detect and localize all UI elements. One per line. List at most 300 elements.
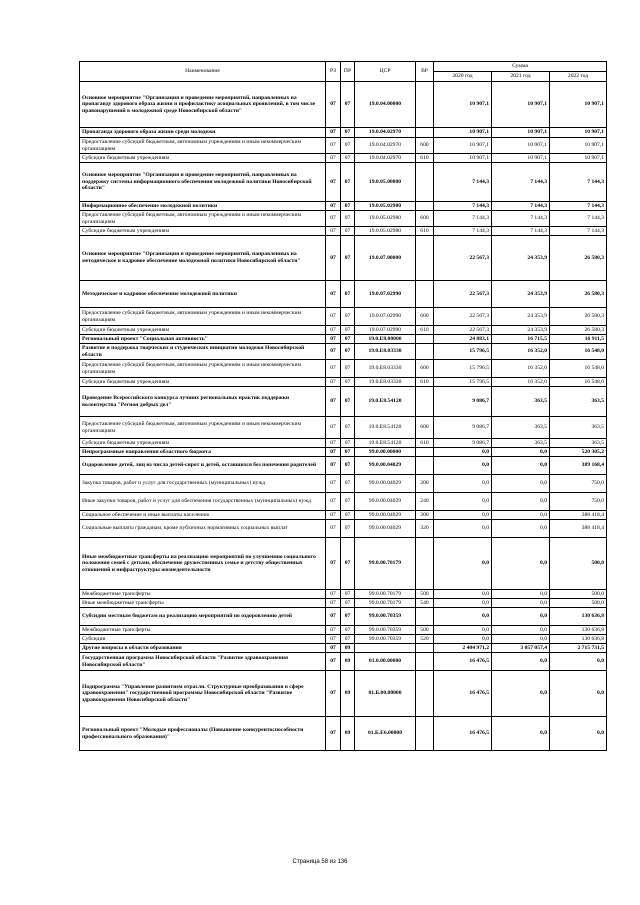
row-vr: 600 (416, 138, 434, 154)
row-csr: 19.0.E8.54120 (355, 417, 416, 439)
row-2020: 24 883,1 (434, 335, 492, 344)
row-rz: 07 (326, 635, 341, 644)
row-2021: 0,0 (492, 635, 550, 644)
row-vr: 600 (416, 308, 434, 326)
row-2022: 520 305,2 (550, 448, 607, 457)
row-csr: 19.0.07.00000 (355, 236, 416, 281)
row-rz: 07 (326, 653, 341, 671)
row-name: Методическое и кадровое обеспечение молодежной политики (80, 281, 326, 308)
row-vr (416, 644, 434, 653)
row-vr: 600 (416, 417, 434, 439)
row-rz: 07 (326, 360, 341, 378)
row-pr: 07 (341, 227, 355, 236)
row-name: Субсидии бюджетным учреждениям (80, 154, 326, 163)
table-row (80, 644, 607, 653)
row-rz: 07 (326, 671, 341, 717)
row-2022: 130 636,8 (550, 626, 607, 635)
row-name: Предоставление субсидий бюджетным, автономным учреждениям и иным некоммерческим организациям (80, 138, 326, 154)
row-pr: 07 (341, 590, 355, 599)
row-2020: 22 567,3 (434, 281, 492, 308)
row-2020: 0,0 (434, 608, 492, 626)
row-2021: 0,0 (492, 520, 550, 538)
header-sum: Сумма (434, 62, 607, 72)
table-row (80, 128, 607, 138)
row-2020: 22 567,3 (434, 308, 492, 326)
row-2022: 388 418,4 (550, 511, 607, 520)
row-pr: 09 (341, 717, 355, 751)
table-row (80, 360, 607, 378)
row-2020: 0,0 (434, 475, 492, 493)
row-csr: 19.0.05.02980 (355, 227, 416, 236)
row-2020: 0,0 (434, 626, 492, 635)
row-2021: 0,0 (492, 626, 550, 635)
row-2022: 750,0 (550, 493, 607, 511)
row-vr (416, 344, 434, 360)
row-rz: 07 (326, 227, 341, 236)
row-2022: 7 144,3 (550, 202, 607, 211)
row-2022: 363,5 (550, 439, 607, 448)
row-name: Подпрограмма "Управление развитием отрасли. Структурные преобразования в сфере здравоохранения" государственной программы Новосибирской области "Развитие здравоохранения Новосибирской области" (80, 671, 326, 717)
header-year-2020: 2020 год (434, 72, 492, 82)
row-2020: 0,0 (434, 520, 492, 538)
row-csr: 99.0.00.70179 (355, 590, 416, 599)
row-vr (416, 448, 434, 457)
row-name: Оздоровление детей, лиц из числа детей-сирот и детей, оставшихся без попечения родителей (80, 457, 326, 475)
row-2022: 26 580,3 (550, 326, 607, 335)
row-rz: 07 (326, 308, 341, 326)
row-rz: 07 (326, 378, 341, 387)
table-row (80, 227, 607, 236)
table-row (80, 590, 607, 599)
table-row (80, 202, 607, 211)
row-2022: 0,0 (550, 653, 607, 671)
row-rz: 07 (326, 326, 341, 335)
table-row (80, 653, 607, 671)
row-csr: 99.0.00.70359 (355, 626, 416, 635)
row-name: Проведение Всероссийского конкурса лучших региональных практик поддержки волонтерства "Регион добрых дел" (80, 387, 326, 417)
row-rz: 07 (326, 281, 341, 308)
row-2022: 500,0 (550, 590, 607, 599)
row-vr: 520 (416, 635, 434, 644)
row-2021: 0,0 (492, 590, 550, 599)
row-2022: 26 580,3 (550, 308, 607, 326)
table-row (80, 281, 607, 308)
row-csr (355, 644, 416, 653)
row-vr (416, 457, 434, 475)
row-csr: 19.0.E8.03330 (355, 378, 416, 387)
header-vr: ВР (416, 62, 434, 82)
row-2022: 10 907,1 (550, 82, 607, 128)
table-header (80, 62, 607, 82)
row-rz: 07 (326, 202, 341, 211)
row-2021: 0,0 (492, 599, 550, 608)
row-2022: 130 636,8 (550, 608, 607, 626)
row-2021: 10 907,1 (492, 82, 550, 128)
table-row (80, 511, 607, 520)
row-2021: 16 352,0 (492, 360, 550, 378)
row-name: Другие вопросы в области образования (80, 644, 326, 653)
table-row (80, 599, 607, 608)
row-name: Иные межбюджетные трансферты на реализацию мероприятий по улучшению социального положения семей с детьми, обеспечение дружественных семье и детству общественных отношений и инфраструктуры жизнедеятельности (80, 538, 326, 590)
row-rz: 07 (326, 644, 341, 653)
row-2020: 16 476,5 (434, 653, 492, 671)
row-csr: 01.Б.E6.00000 (355, 717, 416, 751)
table-row (80, 475, 607, 493)
row-vr: 610 (416, 227, 434, 236)
row-2020: 16 476,5 (434, 717, 492, 751)
row-rz: 07 (326, 457, 341, 475)
row-2020: 7 144,3 (434, 227, 492, 236)
row-csr: 19.0.E8.54120 (355, 439, 416, 448)
row-pr: 07 (341, 448, 355, 457)
row-2020: 0,0 (434, 635, 492, 644)
row-rz: 07 (326, 344, 341, 360)
row-2022: 16 911,5 (550, 335, 607, 344)
table-row (80, 326, 607, 335)
row-vr (416, 717, 434, 751)
row-pr: 07 (341, 236, 355, 281)
row-name: Предоставление субсидий бюджетным, автономным учреждениям и иным некоммерческим организациям (80, 211, 326, 227)
row-rz: 07 (326, 520, 341, 538)
row-2021: 0,0 (492, 538, 550, 590)
row-csr: 99.0.00.70359 (355, 635, 416, 644)
row-2021: 7 144,3 (492, 211, 550, 227)
row-pr: 07 (341, 378, 355, 387)
row-2022: 26 580,3 (550, 281, 607, 308)
row-2021: 16 352,0 (492, 344, 550, 360)
table-body (80, 82, 607, 751)
row-rz: 07 (326, 417, 341, 439)
row-vr: 540 (416, 599, 434, 608)
row-vr: 610 (416, 326, 434, 335)
row-vr (416, 538, 434, 590)
row-pr: 07 (341, 154, 355, 163)
table-row (80, 236, 607, 281)
row-vr (416, 335, 434, 344)
row-csr: 19.0.07.02990 (355, 326, 416, 335)
row-rz: 07 (326, 608, 341, 626)
table-row (80, 344, 607, 360)
row-vr: 300 (416, 511, 434, 520)
row-pr: 07 (341, 202, 355, 211)
row-name: Субсидии бюджетным учреждениям (80, 378, 326, 387)
row-name: Государственная программа Новосибирской области "Развитие здравоохранения Новосибирской области" (80, 653, 326, 671)
row-csr: 19.0.04.00000 (355, 82, 416, 128)
row-2020: 0,0 (434, 590, 492, 599)
row-2020: 2 404 971,2 (434, 644, 492, 653)
header-csr: ЦСР (355, 62, 416, 82)
row-2021: 0,0 (492, 448, 550, 457)
row-vr: 610 (416, 378, 434, 387)
row-csr: 19.0.E8.03330 (355, 344, 416, 360)
row-2022: 363,5 (550, 417, 607, 439)
row-name: Субсидии бюджетным учреждениям (80, 439, 326, 448)
row-name: Субсидии (80, 635, 326, 644)
row-2021: 10 907,1 (492, 128, 550, 138)
row-name: Непрограммные направления областного бюджета (80, 448, 326, 457)
table-row (80, 635, 607, 644)
row-vr (416, 236, 434, 281)
table-row (80, 154, 607, 163)
row-pr: 07 (341, 626, 355, 635)
row-2022: 500,0 (550, 599, 607, 608)
row-vr: 500 (416, 590, 434, 599)
row-pr: 07 (341, 599, 355, 608)
row-vr (416, 163, 434, 202)
row-pr: 07 (341, 417, 355, 439)
row-csr: 01.Б.00.00000 (355, 671, 416, 717)
row-vr: 600 (416, 211, 434, 227)
row-2021: 0,0 (492, 653, 550, 671)
header-pr: ПР (341, 62, 355, 82)
row-2021: 0,0 (492, 475, 550, 493)
row-pr: 07 (341, 335, 355, 344)
row-vr: 610 (416, 439, 434, 448)
row-pr: 07 (341, 475, 355, 493)
row-2020: 0,0 (434, 599, 492, 608)
row-2020: 7 144,3 (434, 202, 492, 211)
row-name: Межбюджетные трансферты (80, 590, 326, 599)
table-row (80, 335, 607, 344)
row-rz: 07 (326, 439, 341, 448)
row-vr (416, 608, 434, 626)
row-vr (416, 128, 434, 138)
row-vr (416, 202, 434, 211)
row-pr: 07 (341, 635, 355, 644)
row-rz: 07 (326, 138, 341, 154)
row-2020: 15 796,5 (434, 360, 492, 378)
row-2020: 0,0 (434, 457, 492, 475)
table-row (80, 163, 607, 202)
table-row (80, 671, 607, 717)
row-vr: 320 (416, 520, 434, 538)
row-name: Предоставление субсидий бюджетным, автономным учреждениям и иным некоммерческим организациям (80, 417, 326, 439)
row-2020: 15 796,5 (434, 378, 492, 387)
row-2021: 0,0 (492, 671, 550, 717)
row-csr: 99.0.00.04029 (355, 511, 416, 520)
row-rz: 07 (326, 448, 341, 457)
table-row (80, 211, 607, 227)
header-year-2021: 2021 год (492, 72, 550, 82)
table-row (80, 378, 607, 387)
row-pr: 07 (341, 211, 355, 227)
row-2020: 0,0 (434, 511, 492, 520)
row-csr: 19.0.05.02980 (355, 202, 416, 211)
row-name: Иные межбюджетные трансферты (80, 599, 326, 608)
row-pr: 07 (341, 457, 355, 475)
header-name: Наименование (80, 62, 326, 82)
row-name: Предоставление субсидий бюджетным, автономным учреждениям и иным некоммерческим организациям (80, 308, 326, 326)
row-rz: 07 (326, 717, 341, 751)
table-row (80, 138, 607, 154)
row-rz: 07 (326, 335, 341, 344)
row-2022: 750,0 (550, 475, 607, 493)
row-name: Субсидии бюджетным учреждениям (80, 326, 326, 335)
row-csr: 19.0.07.02990 (355, 281, 416, 308)
row-csr: 19.0.E8.54120 (355, 387, 416, 417)
row-csr: 01.0.00.00000 (355, 653, 416, 671)
row-2022: 0,0 (550, 671, 607, 717)
row-pr: 07 (341, 511, 355, 520)
row-vr (416, 281, 434, 308)
row-pr: 07 (341, 163, 355, 202)
row-2020: 9 086,7 (434, 439, 492, 448)
row-2022: 7 144,3 (550, 227, 607, 236)
row-vr (416, 653, 434, 671)
row-rz: 07 (326, 236, 341, 281)
row-pr: 07 (341, 82, 355, 128)
table-row (80, 448, 607, 457)
header-year-2022: 2022 год (550, 72, 607, 82)
row-csr: 19.0.05.02980 (355, 211, 416, 227)
row-csr: 99.0.00.04029 (355, 475, 416, 493)
table-row (80, 439, 607, 448)
row-name: Закупка товаров, работ и услуг для государственных (муниципальных) нужд (80, 475, 326, 493)
row-2021: 24 353,9 (492, 308, 550, 326)
row-rz: 07 (326, 493, 341, 511)
row-pr: 07 (341, 520, 355, 538)
row-rz: 07 (326, 128, 341, 138)
table-row (80, 308, 607, 326)
table-row (80, 417, 607, 439)
row-vr: 600 (416, 360, 434, 378)
budget-table (79, 61, 607, 751)
row-name: Социальное обеспечение и иные выплаты населению (80, 511, 326, 520)
row-name: Субсидии местным бюджетам на реализацию мероприятий по оздоровлению детей (80, 608, 326, 626)
row-2022: 10 907,1 (550, 138, 607, 154)
row-2022: 7 144,3 (550, 211, 607, 227)
table-row (80, 520, 607, 538)
table-row (80, 608, 607, 626)
row-pr: 07 (341, 387, 355, 417)
row-2021: 0,0 (492, 717, 550, 751)
row-rz: 07 (326, 163, 341, 202)
row-pr: 07 (341, 128, 355, 138)
row-rz: 07 (326, 626, 341, 635)
row-rz: 07 (326, 599, 341, 608)
table-row (80, 538, 607, 590)
row-2020: 10 907,1 (434, 154, 492, 163)
row-csr: 19.0.E8.00000 (355, 335, 416, 344)
row-2022: 130 636,8 (550, 635, 607, 644)
table-row (80, 493, 607, 511)
row-2022: 16 548,0 (550, 378, 607, 387)
row-rz: 07 (326, 387, 341, 417)
row-2022: 7 144,3 (550, 163, 607, 202)
row-2022: 363,5 (550, 387, 607, 417)
row-name: Пропаганда здорового образа жизни среди молодежи (80, 128, 326, 138)
row-name: Основное мероприятие "Организация и проведение мероприятий, направленных на методическое и кадровое обеспечение молодежной политики Новосибирской области" (80, 236, 326, 281)
row-2020: 7 144,3 (434, 163, 492, 202)
row-name: Межбюджетные трансферты (80, 626, 326, 635)
row-2020: 0,0 (434, 538, 492, 590)
row-csr: 19.0.04.02970 (355, 138, 416, 154)
row-csr: 19.0.E8.03330 (355, 360, 416, 378)
row-pr: 07 (341, 138, 355, 154)
row-csr: 19.0.05.00000 (355, 163, 416, 202)
row-2021: 16 715,5 (492, 335, 550, 344)
row-pr: 07 (341, 538, 355, 590)
row-csr: 99.0.00.04029 (355, 520, 416, 538)
row-name: Основное мероприятие "Организация и проведение мероприятий, направленных на пропаганду здорового образа жизни и профилактику асоциальных проявлений, в том числе правонарушений в молодежной среде Новосибирской области" (80, 82, 326, 128)
row-2021: 0,0 (492, 608, 550, 626)
row-csr: 99.0.00.70359 (355, 608, 416, 626)
row-2021: 10 907,1 (492, 138, 550, 154)
row-2020: 7 144,3 (434, 211, 492, 227)
row-2020: 10 907,1 (434, 82, 492, 128)
row-2020: 9 086,7 (434, 387, 492, 417)
row-vr: 610 (416, 154, 434, 163)
row-2020: 15 796,5 (434, 344, 492, 360)
row-vr (416, 387, 434, 417)
row-pr: 07 (341, 493, 355, 511)
row-rz: 07 (326, 82, 341, 128)
row-2020: 0,0 (434, 448, 492, 457)
row-name: Субсидии бюджетным учреждениям (80, 227, 326, 236)
row-2021: 16 352,0 (492, 378, 550, 387)
row-pr: 09 (341, 671, 355, 717)
row-csr: 99.0.00.70179 (355, 599, 416, 608)
row-2020: 9 086,7 (434, 417, 492, 439)
row-2021: 0,0 (492, 511, 550, 520)
row-pr: 09 (341, 644, 355, 653)
page-number: Страница 58 из 136 (292, 859, 348, 865)
row-csr: 99.0.00.04029 (355, 457, 416, 475)
row-2022: 16 548,0 (550, 360, 607, 378)
row-rz: 07 (326, 511, 341, 520)
row-2022: 500,0 (550, 538, 607, 590)
row-vr: 200 (416, 475, 434, 493)
row-pr: 09 (341, 653, 355, 671)
row-pr: 07 (341, 608, 355, 626)
row-2022: 16 548,0 (550, 344, 607, 360)
row-csr: 99.0.00.00000 (355, 448, 416, 457)
row-name: Предоставление субсидий бюджетным, автономным учреждениям и иным некоммерческим организациям (80, 360, 326, 378)
row-2022: 26 580,3 (550, 236, 607, 281)
row-2022: 10 907,1 (550, 154, 607, 163)
row-rz: 07 (326, 590, 341, 599)
row-csr: 19.0.04.02970 (355, 128, 416, 138)
row-2021: 363,5 (492, 387, 550, 417)
table-row (80, 717, 607, 751)
row-2020: 10 907,1 (434, 128, 492, 138)
row-pr: 07 (341, 326, 355, 335)
row-2021: 3 057 057,4 (492, 644, 550, 653)
table-row (80, 82, 607, 128)
row-name: Развитие и поддержка творческих и студенческих инициатив молодежи Новосибирской области (80, 344, 326, 360)
row-pr: 07 (341, 281, 355, 308)
row-rz: 07 (326, 538, 341, 590)
row-2021: 24 353,9 (492, 326, 550, 335)
row-2021: 24 353,9 (492, 281, 550, 308)
row-2022: 0,0 (550, 717, 607, 751)
row-2022: 388 418,4 (550, 520, 607, 538)
row-name: Информационное обеспечение молодежной политики (80, 202, 326, 211)
row-2021: 10 907,1 (492, 154, 550, 163)
header-rz: РЗ (326, 62, 341, 82)
row-2021: 363,5 (492, 439, 550, 448)
row-name: Региональный проект "Социальная активность" (80, 335, 326, 344)
row-2021: 7 144,3 (492, 202, 550, 211)
row-2022: 10 907,1 (550, 128, 607, 138)
row-2020: 22 567,3 (434, 236, 492, 281)
row-vr (416, 82, 434, 128)
row-csr: 99.0.00.70179 (355, 538, 416, 590)
row-2022: 2 715 731,5 (550, 644, 607, 653)
row-pr: 07 (341, 360, 355, 378)
row-vr: 240 (416, 493, 434, 511)
row-rz: 07 (326, 475, 341, 493)
